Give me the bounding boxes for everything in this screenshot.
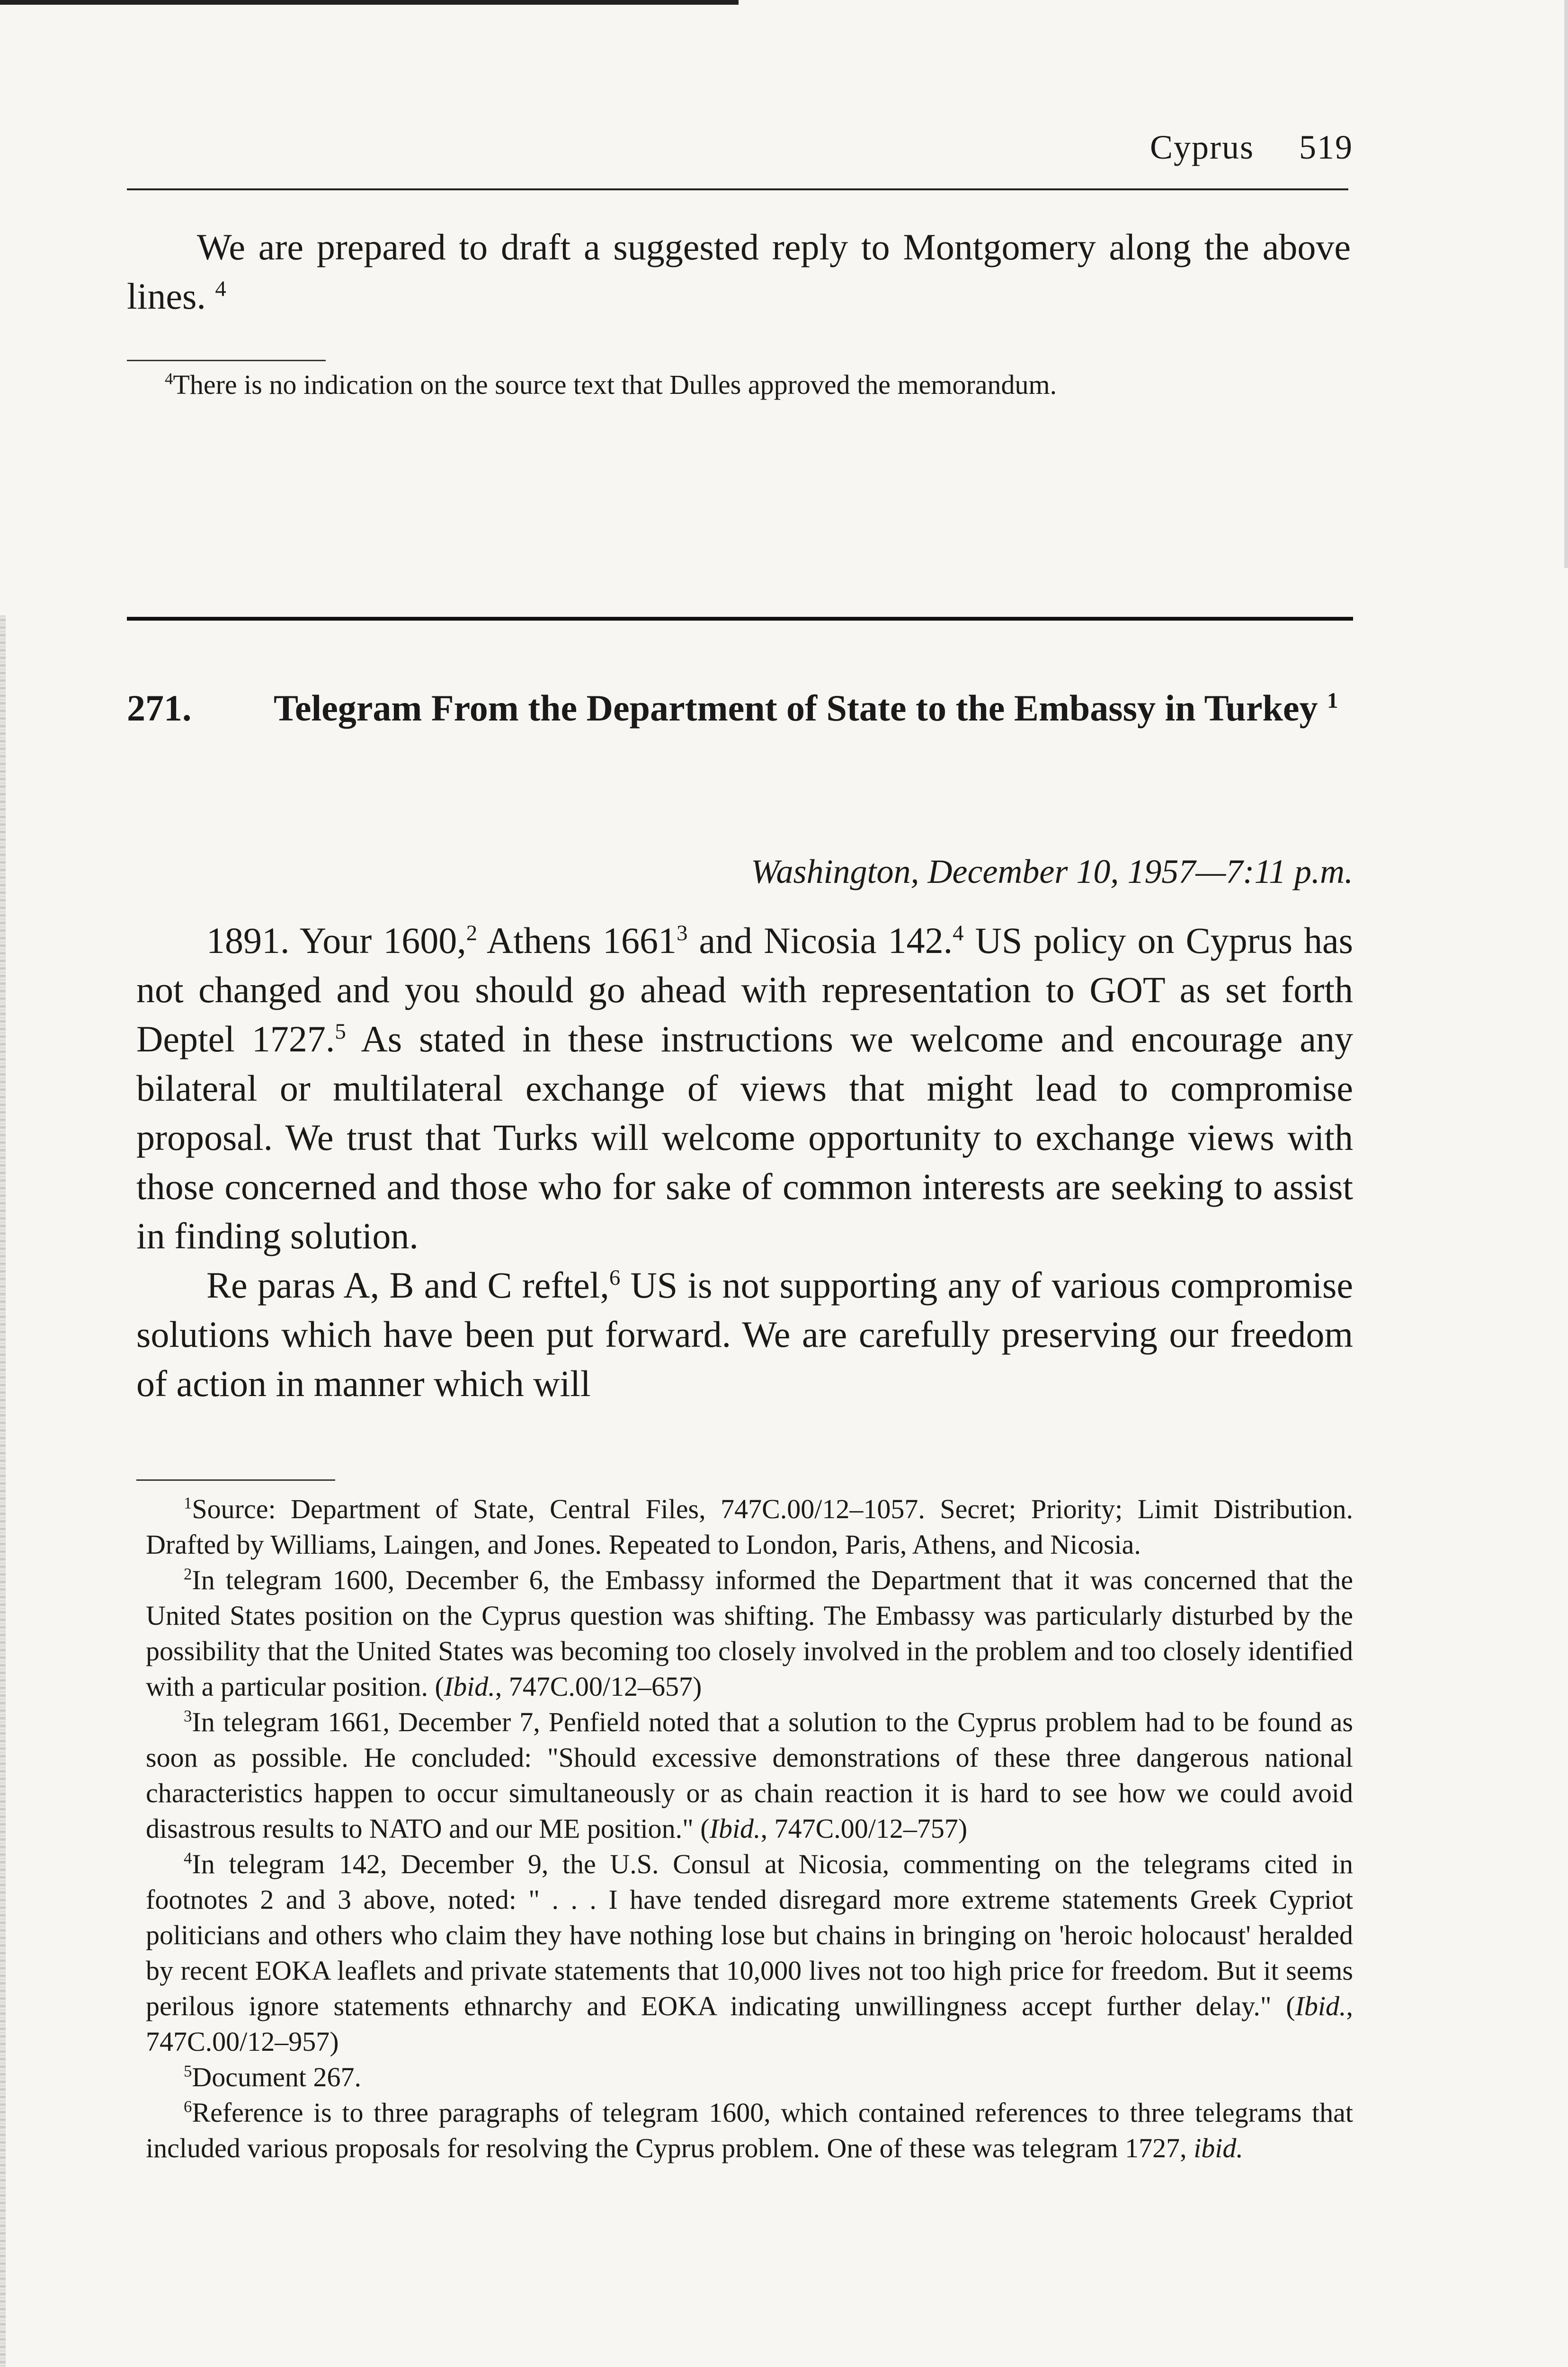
footnote-mark: 4 <box>184 1849 192 1868</box>
section-divider <box>127 617 1353 621</box>
header-rule <box>127 188 1348 190</box>
ibid: ibid. <box>1194 2133 1243 2163</box>
text-run: US policy on Cyprus has not changed and you should go ahead with representation to GOT as set forth Deptel 1727. <box>136 920 1354 1059</box>
footnote-text: There is no indication on the source text that Dulles approved the memorandum. <box>173 369 1057 400</box>
footnote-text: Source: Department of State, Central Files, 747C.00/12–1057. Secret; Priority; Limit Distribution. Drafted by Williams, Laingen, and Jones. Repeated to London, Paris, Athens, and Nicosia. <box>146 1494 1353 1560</box>
citation: , 747C.00/12–957) <box>146 1991 1353 2057</box>
footnote-4 <box>146 1846 1353 2059</box>
text-run: 1891. Your 1600, <box>206 920 466 961</box>
ibid: Ibid. <box>1295 1991 1346 2021</box>
footnote-text: Document 267. <box>192 2062 362 2092</box>
text-run: As stated in these instructions we welcome and encourage any bilateral or multilateral exchange of views that might lead to compromise proposal. We trust that Turks will welcome opportunity to exchange views with those concerned and those who for sake of common interests are seeking to assist in finding solution. <box>136 1018 1353 1256</box>
footnote-6 <box>146 2095 1353 2166</box>
footnote-mark: 6 <box>184 2097 192 2116</box>
scan-binding-edge <box>0 615 6 2367</box>
footnote-mark: 3 <box>184 1707 192 1726</box>
paragraph-1 <box>136 916 1353 1261</box>
scan-right-edge <box>1564 0 1568 568</box>
footnotes <box>146 1491 1353 2166</box>
citation: , 747C.00/12–757) <box>760 1813 968 1844</box>
running-head <box>1150 128 1353 167</box>
footnote-2 <box>146 1562 1353 1704</box>
scan-top-edge <box>0 0 739 5</box>
footnote-mark: 4 <box>165 369 173 388</box>
footnote-ref: 1 <box>1327 688 1338 713</box>
ibid: Ibid. <box>709 1813 761 1844</box>
footnote-5 <box>146 2059 1353 2095</box>
continued-paragraph-text: We are prepared to draft a suggested reply to Montgomery along the above lines. <box>127 226 1351 317</box>
footnote-4-prev <box>127 367 1351 402</box>
document-title-text: Telegram From the Department of State to the Embassy in Turkey <box>274 687 1318 729</box>
continued-paragraph <box>127 222 1351 321</box>
text-run: US is not supporting any of various compromise solutions which have been put forward. We are carefully preserving our freedom of action in manner which will <box>136 1264 1353 1404</box>
document-number: 271. <box>127 687 192 729</box>
footnote-mark: 5 <box>184 2062 192 2081</box>
footnote-text: In telegram 1661, December 7, Penfield noted that a solution to the Cyprus problem had to be found as soon as possible. He concluded: "Should excessive demonstrations of these three dangerous national characteristics happen to occur simultaneously or as chain reaction it is hard to see how we could avoid disastrous results to NATO and our ME position." ( <box>146 1707 1353 1844</box>
footnote-ref: 4 <box>215 276 226 301</box>
text-run: Re paras A, B and C reftel, <box>206 1264 609 1306</box>
footnote-text: In telegram 142, December 9, the U.S. Consul at Nicosia, commenting on the telegrams cited in footnotes 2 and 3 above, noted: " . . . I have tended disregard more extreme statements Greek Cypriot politicians and others who claim they have nothing lose but chains in bringing on 'heroic holocaust' heralded by recent EOKA leaflets and private statements that 10,000 lives not too high price for freedom. But it seems perilous ignore statements ethnarchy and EOKA indicating unwillingness accept further delay." ( <box>146 1849 1353 2021</box>
footnote-ref: 5 <box>335 1019 346 1044</box>
previous-footnotes <box>127 367 1351 402</box>
footnote-1 <box>146 1491 1353 1562</box>
text-run: and Nicosia 142. <box>687 920 953 961</box>
ibid: Ibid. <box>444 1671 495 1702</box>
telegram-body <box>136 916 1353 1408</box>
footnote-ref: 6 <box>609 1265 621 1290</box>
running-head-title: Cyprus <box>1149 128 1254 166</box>
footnote-ref: 2 <box>466 921 478 945</box>
footnote-text: In telegram 1600, December 6, the Embassy informed the Department that it was concerned that the United States position on the Cyprus question was shifting. The Embassy was particularly disturbed by the possibility that the United States was becoming too closely involved in the problem and too closely identified with a particular position. ( <box>146 1565 1353 1702</box>
citation: , 747C.00/12–657) <box>495 1671 702 1702</box>
page-number: 519 <box>1299 128 1353 166</box>
footnote-mark: 1 <box>184 1494 192 1513</box>
document-title <box>274 682 1344 735</box>
dateline: Washington, December 10, 1957—7:11 p.m. <box>751 853 1353 890</box>
footnote-mark: 2 <box>184 1565 192 1584</box>
footnote-3 <box>146 1704 1353 1846</box>
paragraph-2 <box>136 1261 1353 1408</box>
footnote-ref: 3 <box>677 921 688 945</box>
footnote-ref: 4 <box>953 921 964 945</box>
footnote-rule <box>136 1479 335 1481</box>
footnote-rule <box>127 360 326 361</box>
footnote-text: Reference is to three paragraphs of telegram 1600, which contained references to three telegrams that included various proposals for resolving the Cyprus problem. One of these was telegram 1727, <box>146 2097 1353 2163</box>
text-run: Athens 1661 <box>477 920 677 961</box>
